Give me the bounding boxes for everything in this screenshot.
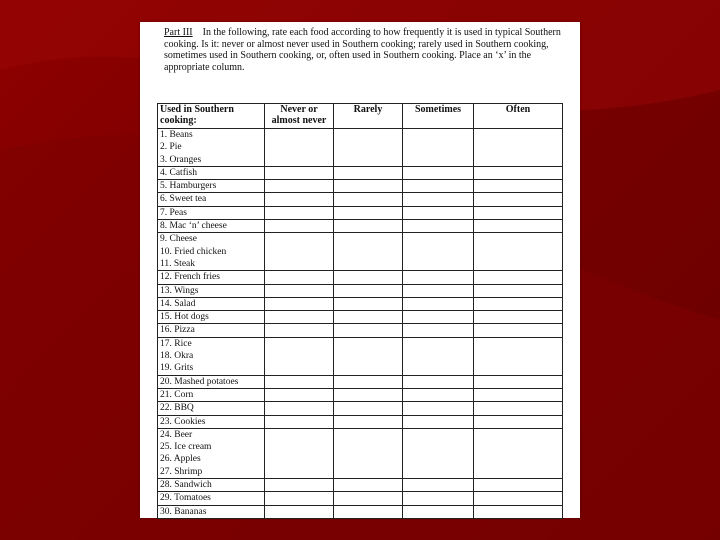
food-item: 19. Grits [160, 363, 194, 374]
food-cell [158, 337, 265, 375]
rating-cell-sometimes[interactable] [403, 206, 474, 219]
rating-cell-never[interactable] [265, 492, 334, 505]
rating-cell-rarely[interactable] [334, 233, 403, 271]
rating-cell-often[interactable] [474, 180, 563, 193]
rating-cell-never[interactable] [265, 271, 334, 284]
rating-cell-sometimes[interactable] [403, 284, 474, 297]
food-item: 9. Cheese [160, 234, 197, 245]
rating-cell-sometimes[interactable] [403, 479, 474, 492]
rating-cell-often[interactable] [474, 284, 563, 297]
food-cell [158, 375, 265, 388]
survey-page [140, 22, 580, 518]
rating-cell-often[interactable] [474, 297, 563, 310]
food-item: 15. Hot dogs [160, 312, 209, 323]
food-item: 23. Cookies [160, 416, 206, 427]
table-row [158, 375, 563, 388]
table-row [158, 220, 563, 233]
food-item: 22. BBQ [160, 403, 194, 414]
food-cell [158, 479, 265, 492]
rating-cell-often[interactable] [474, 220, 563, 233]
rating-cell-often[interactable] [474, 129, 563, 167]
rating-cell-sometimes[interactable] [403, 166, 474, 179]
rating-cell-sometimes[interactable] [403, 324, 474, 337]
rating-cell-rarely[interactable] [334, 129, 403, 167]
rating-cell-often[interactable] [474, 492, 563, 505]
food-cell [158, 415, 265, 428]
instructions [164, 27, 574, 73]
rating-cell-rarely[interactable] [334, 220, 403, 233]
rating-cell-rarely[interactable] [334, 402, 403, 415]
food-item: 8. Mac ‘n’ cheese [160, 221, 227, 232]
rating-cell-often[interactable] [474, 337, 563, 375]
rating-cell-never[interactable] [265, 415, 334, 428]
instructions-text: In the following, rate each food according to how frequently it is used in typical Southern cooking. Is it: never or almost never used in Southern cooking; rarely used in Southern cooking, sometimes used in Southern cooking, or, often used in Southern cooking. Place an ‘x’ in the appropriate column. [164, 27, 561, 73]
rating-cell-rarely[interactable] [334, 324, 403, 337]
rating-cell-never[interactable] [265, 388, 334, 401]
table-row [158, 415, 563, 428]
table-row [158, 284, 563, 297]
rating-cell-never[interactable] [265, 206, 334, 219]
rating-cell-often[interactable] [474, 479, 563, 492]
rating-cell-often[interactable] [474, 375, 563, 388]
rating-cell-often[interactable] [474, 193, 563, 206]
rating-cell-often[interactable] [474, 428, 563, 478]
rating-cell-often[interactable] [474, 166, 563, 179]
rating-cell-often[interactable] [474, 324, 563, 337]
rating-cell-never[interactable] [265, 428, 334, 478]
food-cell [158, 311, 265, 324]
food-cell [158, 324, 265, 337]
food-cell [158, 505, 265, 518]
food-item: 6. Sweet tea [160, 194, 207, 205]
rating-cell-rarely[interactable] [334, 428, 403, 478]
rating-cell-rarely[interactable] [334, 206, 403, 219]
rating-cell-never[interactable] [265, 233, 334, 271]
food-item: 3. Oranges [160, 154, 202, 165]
food-cell [158, 284, 265, 297]
table-row [158, 402, 563, 415]
table-row [158, 324, 563, 337]
food-cell [158, 220, 265, 233]
food-item: 16. Pizza [160, 325, 195, 336]
rating-cell-never[interactable] [265, 220, 334, 233]
rating-cell-sometimes[interactable] [403, 129, 474, 167]
food-cell [158, 180, 265, 193]
food-item: 11. Steak [160, 258, 196, 269]
table-row [158, 180, 563, 193]
rating-cell-rarely[interactable] [334, 505, 403, 518]
rating-cell-sometimes[interactable] [403, 375, 474, 388]
food-item: 21. Corn [160, 389, 194, 400]
rating-cell-rarely[interactable] [334, 193, 403, 206]
food-item: 12. French fries [160, 272, 220, 283]
rating-cell-never[interactable] [265, 180, 334, 193]
header-rarely: Rarely [334, 104, 403, 129]
food-item: 24. Beer [160, 429, 193, 440]
rating-cell-never[interactable] [265, 324, 334, 337]
table-row [158, 206, 563, 219]
food-cell [158, 297, 265, 310]
food-item: 13. Wings [160, 285, 199, 296]
table-row [158, 233, 563, 271]
rating-cell-often[interactable] [474, 206, 563, 219]
rating-cell-never[interactable] [265, 284, 334, 297]
food-cell [158, 206, 265, 219]
food-item: 26. Apples [160, 454, 201, 465]
header-never: Never or almost never [265, 104, 334, 129]
table-row [158, 479, 563, 492]
rating-cell-sometimes[interactable] [403, 428, 474, 478]
food-item: 20. Mashed potatoes [160, 376, 239, 387]
table-row [158, 388, 563, 401]
header-food: Used in Southern cooking: [158, 104, 265, 129]
rating-cell-sometimes[interactable] [403, 193, 474, 206]
food-cell [158, 428, 265, 478]
table-row [158, 297, 563, 310]
rating-cell-rarely[interactable] [334, 180, 403, 193]
rating-cell-rarely[interactable] [334, 311, 403, 324]
rating-cell-rarely[interactable] [334, 297, 403, 310]
food-cell [158, 233, 265, 271]
food-cell [158, 402, 265, 415]
header-sometimes: Sometimes [403, 104, 474, 129]
food-item: 1. Beans [160, 130, 193, 140]
rating-cell-sometimes[interactable] [403, 505, 474, 518]
rating-cell-never[interactable] [265, 129, 334, 167]
table-row [158, 166, 563, 179]
rating-cell-sometimes[interactable] [403, 415, 474, 428]
table-row [158, 129, 563, 167]
rating-cell-rarely[interactable] [334, 271, 403, 284]
table-row [158, 337, 563, 375]
food-item: 30. Bananas [160, 506, 207, 517]
table-row [158, 311, 563, 324]
food-item: 10. Fried chicken [160, 246, 227, 257]
rating-cell-never[interactable] [265, 166, 334, 179]
food-cell [158, 129, 265, 167]
food-item: 27. Shrimp [160, 466, 203, 477]
food-item: 2. Pie [160, 142, 182, 153]
rating-cell-sometimes[interactable] [403, 402, 474, 415]
rating-cell-never[interactable] [265, 337, 334, 375]
rating-cell-sometimes[interactable] [403, 337, 474, 375]
rating-cell-never[interactable] [265, 311, 334, 324]
food-item: 7. Peas [160, 207, 187, 218]
food-cell [158, 271, 265, 284]
rating-cell-rarely[interactable] [334, 337, 403, 375]
rating-cell-sometimes[interactable] [403, 311, 474, 324]
rating-cell-often[interactable] [474, 415, 563, 428]
food-item: 17. Rice [160, 338, 192, 349]
rating-cell-rarely[interactable] [334, 479, 403, 492]
rating-cell-never[interactable] [265, 193, 334, 206]
table-row [158, 193, 563, 206]
rating-cell-never[interactable] [265, 402, 334, 415]
table-row [158, 271, 563, 284]
rating-cell-sometimes[interactable] [403, 220, 474, 233]
rating-cell-rarely[interactable] [334, 166, 403, 179]
rating-cell-sometimes[interactable] [403, 297, 474, 310]
rating-cell-sometimes[interactable] [403, 180, 474, 193]
table-row [158, 505, 563, 518]
food-item: 4. Catfish [160, 167, 197, 178]
rating-cell-often[interactable] [474, 233, 563, 271]
food-item: 14. Salad [160, 298, 196, 309]
food-cell [158, 388, 265, 401]
rating-cell-never[interactable] [265, 505, 334, 518]
rating-cell-rarely[interactable] [334, 284, 403, 297]
rating-cell-sometimes[interactable] [403, 492, 474, 505]
food-item: 18. Okra [160, 351, 194, 362]
food-item: 5. Hamburgers [160, 181, 217, 192]
rating-cell-never[interactable] [265, 297, 334, 310]
food-item: 28. Sandwich [160, 480, 212, 491]
table-row [158, 492, 563, 505]
header-row [158, 104, 563, 129]
part-label: Part III [164, 27, 193, 38]
rating-cell-often[interactable] [474, 505, 563, 518]
food-rating-table [157, 103, 563, 519]
rating-cell-sometimes[interactable] [403, 233, 474, 271]
rating-cell-never[interactable] [265, 479, 334, 492]
rating-cell-rarely[interactable] [334, 492, 403, 505]
rating-cell-never[interactable] [265, 375, 334, 388]
rating-cell-often[interactable] [474, 271, 563, 284]
rating-cell-rarely[interactable] [334, 375, 403, 388]
header-often: Often [474, 104, 563, 129]
rating-cell-sometimes[interactable] [403, 271, 474, 284]
rating-cell-often[interactable] [474, 402, 563, 415]
rating-cell-often[interactable] [474, 311, 563, 324]
food-cell [158, 492, 265, 505]
table-row [158, 428, 563, 478]
rating-cell-rarely[interactable] [334, 388, 403, 401]
food-item: 25. Ice cream [160, 442, 212, 453]
food-cell [158, 166, 265, 179]
rating-cell-often[interactable] [474, 388, 563, 401]
food-item: 29. Tomatoes [160, 493, 211, 504]
food-cell [158, 193, 265, 206]
rating-cell-rarely[interactable] [334, 415, 403, 428]
rating-cell-sometimes[interactable] [403, 388, 474, 401]
